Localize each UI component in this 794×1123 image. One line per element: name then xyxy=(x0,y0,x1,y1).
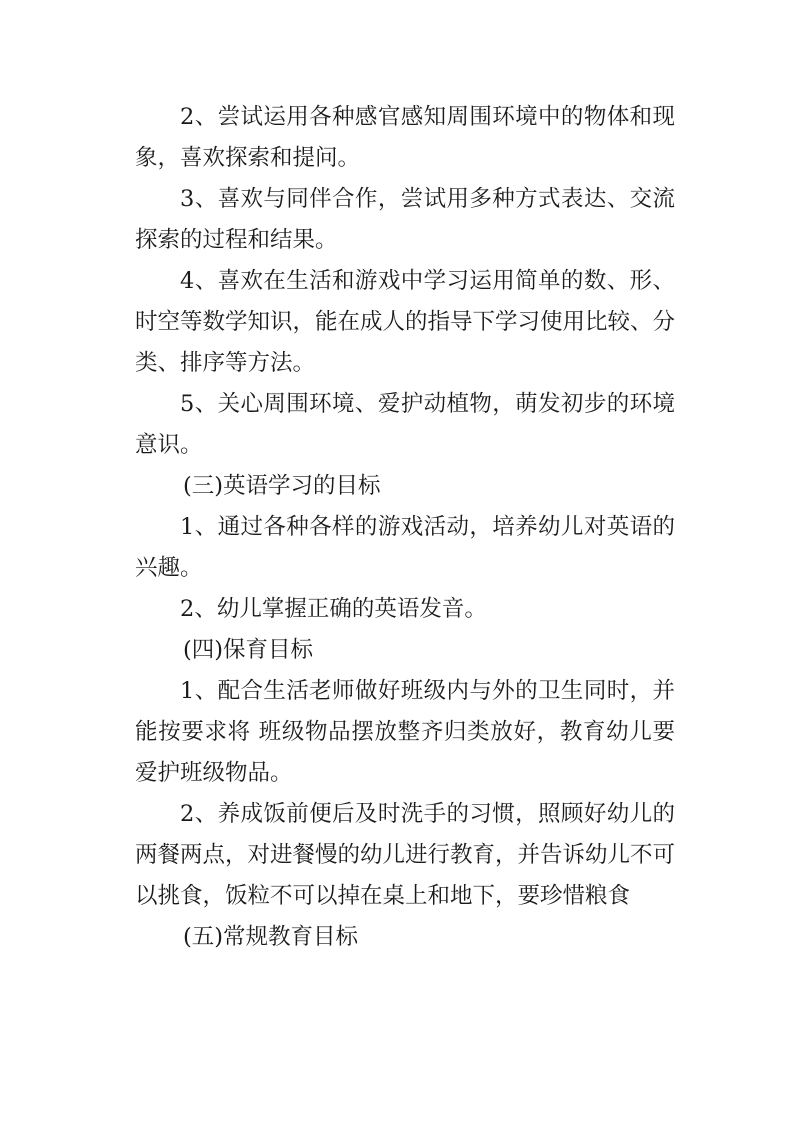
paragraph-goal-4: 4、喜欢在生活和游戏中学习运用简单的数、形、时空等数学知识，能在成人的指导下学习使用比较、分类、排序等方法。 xyxy=(135,268,676,376)
paragraph-care-2: 2、养成饭前便后及时洗手的习惯，照顾好幼儿的两餐两点，对进餐慢的幼儿进行教育，并告诉幼儿不可以挑食，饭粒不可以掉在桌上和地下，要珍惜粮食 xyxy=(135,801,676,909)
paragraph-goal-3: 3、喜欢与同伴合作，尝试用多种方式表达、交流探索的过程和结果。 xyxy=(135,186,675,253)
document-body xyxy=(135,97,675,958)
paragraph-care-1: 1、配合生活老师做好班级内与外的卫生同时，并能按要求将 班级物品摆放整齐归类放好，教育幼儿要爱护班级物品。 xyxy=(135,678,675,786)
paragraph-english-1: 1、通过各种各样的游戏活动，培养幼儿对英语的兴趣。 xyxy=(135,514,675,581)
paragraph-english-2: 2、幼儿掌握正确的英语发音。 xyxy=(180,596,487,622)
section-heading-care: (四)保育目标 xyxy=(183,637,314,663)
paragraph-goal-2: 2、尝试运用各种感官感知周围环境中的物体和现象，喜欢探索和提问。 xyxy=(135,104,675,171)
paragraph-goal-5: 5、关心周围环境、爱护动植物，萌发初步的环境意识。 xyxy=(135,391,675,458)
section-heading-routine: (五)常规教育目标 xyxy=(183,924,359,950)
section-heading-english: (三)英语学习的目标 xyxy=(183,473,381,499)
